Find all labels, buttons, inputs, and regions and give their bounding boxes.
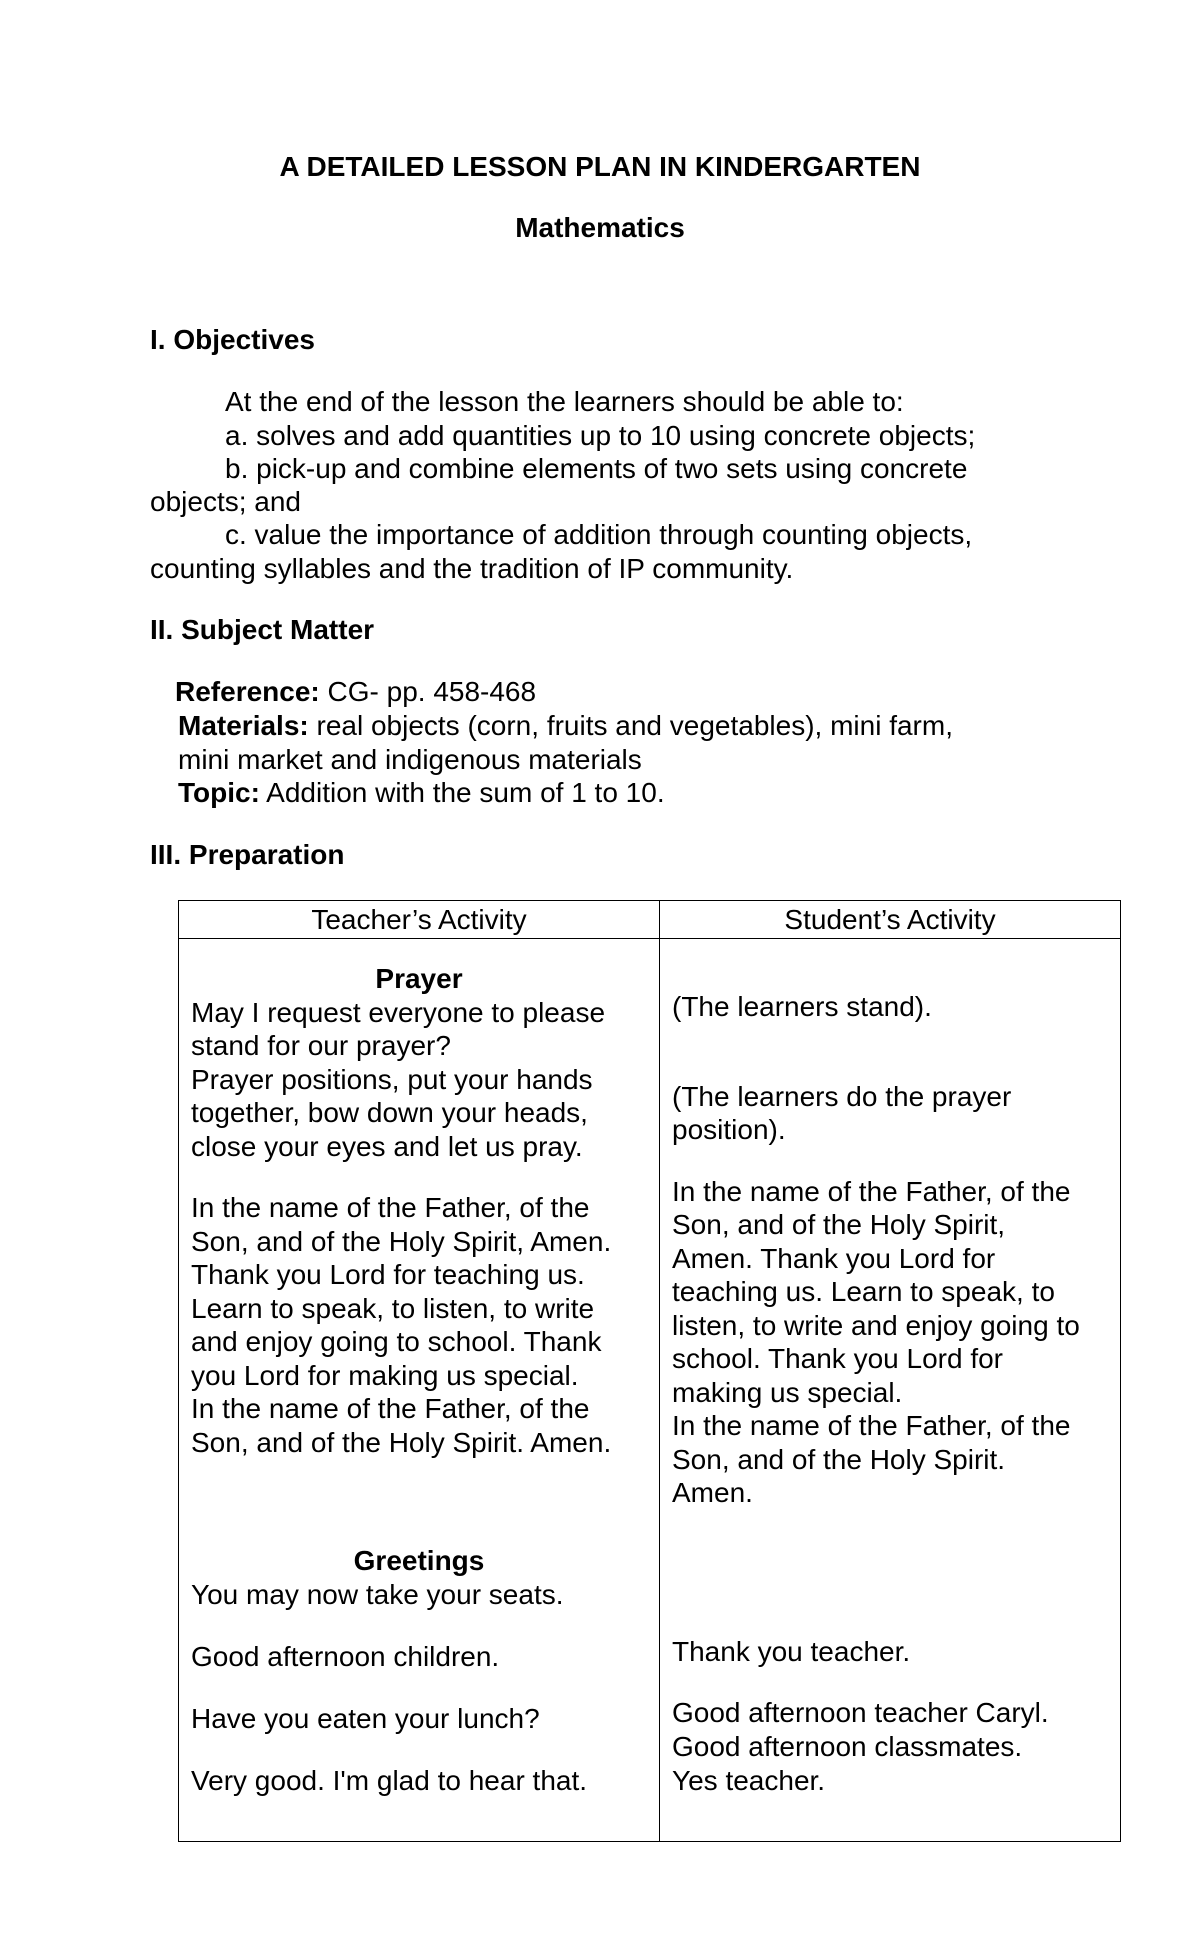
teacher-activity-header: Teacher’s Activity — [179, 901, 660, 939]
preparation-table — [178, 900, 1121, 1842]
topic-value: Addition with the sum of 1 to 10. — [259, 777, 665, 808]
teacher-line: Learn to speak, to listen, to write — [191, 1293, 595, 1324]
objective-c: c. value the importance of addition through counting objects, — [225, 519, 973, 550]
student-line: (The learners do the prayer — [672, 1081, 1012, 1112]
teacher-line: and enjoy going to school. Thank — [191, 1326, 602, 1357]
student-activity-cell — [660, 939, 1121, 1842]
teacher-activity-cell — [179, 939, 660, 1842]
subject-title: Mathematics — [515, 212, 685, 243]
materials-label: Materials: — [178, 710, 309, 741]
table-header-row — [179, 901, 1121, 939]
reference-value: CG- pp. 458-468 — [319, 676, 537, 707]
reference-label: Reference: — [175, 676, 320, 707]
materials-line — [178, 709, 953, 743]
table-row — [179, 939, 1121, 1842]
materials-value: real objects (corn, fruits and vegetables), mini farm, — [308, 710, 953, 741]
teacher-line: Thank you Lord for teaching us. — [191, 1259, 585, 1290]
student-line: Thank you teacher. — [672, 1636, 911, 1667]
student-line: (The learners stand). — [672, 991, 932, 1022]
student-line: teaching us. Learn to speak, to — [672, 1276, 1055, 1307]
student-line: position). — [672, 1114, 786, 1145]
prayer-subheading: Prayer — [375, 963, 463, 994]
student-line: In the name of the Father, of the — [672, 1176, 1071, 1207]
student-line: Son, and of the Holy Spirit. — [672, 1444, 1006, 1475]
student-line: In the name of the Father, of the — [672, 1410, 1071, 1441]
objectives-heading: I. Objectives — [150, 324, 315, 355]
teacher-line: stand for our prayer? — [191, 1030, 451, 1061]
teacher-line: Have you eaten your lunch? — [191, 1703, 540, 1734]
objective-b: b. pick-up and combine elements of two sets using concrete — [225, 453, 968, 484]
reference-line — [175, 675, 536, 709]
student-line: Yes teacher. — [672, 1765, 826, 1796]
preparation-heading: III. Preparation — [150, 839, 345, 870]
student-line: Amen. Thank you Lord for — [672, 1243, 996, 1274]
teacher-line: together, bow down your heads, — [191, 1097, 588, 1128]
objective-a: a. solves and add quantities up to 10 using concrete objects; — [225, 420, 976, 451]
teacher-line: Prayer positions, put your hands — [191, 1064, 593, 1095]
teacher-line: close your eyes and let us pray. — [191, 1131, 583, 1162]
student-line: Good afternoon classmates. — [672, 1731, 1023, 1762]
teacher-line: In the name of the Father, of the — [191, 1393, 590, 1424]
objective-b-cont: objects; and — [150, 486, 301, 517]
teacher-line: Very good. I'm glad to hear that. — [191, 1765, 588, 1796]
materials-value-cont: mini market and indigenous materials — [178, 744, 642, 775]
topic-label: Topic: — [178, 777, 260, 808]
teacher-line: you Lord for making us special. — [191, 1360, 579, 1391]
teacher-line: In the name of the Father, of the — [191, 1192, 590, 1223]
student-line: Good afternoon teacher Caryl. — [672, 1697, 1049, 1728]
subject-matter-heading: II. Subject Matter — [150, 614, 375, 645]
document-title: A DETAILED LESSON PLAN IN KINDERGARTEN — [279, 151, 921, 182]
student-line: making us special. — [672, 1377, 903, 1408]
teacher-line: Good afternoon children. — [191, 1641, 500, 1672]
student-line: Son, and of the Holy Spirit, — [672, 1209, 1006, 1240]
teacher-line: Son, and of the Holy Spirit, Amen. — [191, 1226, 612, 1257]
student-line: school. Thank you Lord for — [672, 1343, 1004, 1374]
objective-c-cont: counting syllables and the tradition of IP community. — [150, 553, 794, 584]
greetings-subheading: Greetings — [353, 1545, 485, 1576]
teacher-line: May I request everyone to please — [191, 997, 606, 1028]
topic-line — [178, 776, 665, 810]
student-line: listen, to write and enjoy going to — [672, 1310, 1080, 1341]
teacher-line: Son, and of the Holy Spirit. Amen. — [191, 1427, 612, 1458]
teacher-line: You may now take your seats. — [191, 1579, 564, 1610]
student-activity-header: Student’s Activity — [660, 901, 1121, 939]
student-line: Amen. — [672, 1477, 753, 1508]
objectives-intro: At the end of the lesson the learners should be able to: — [225, 386, 904, 417]
